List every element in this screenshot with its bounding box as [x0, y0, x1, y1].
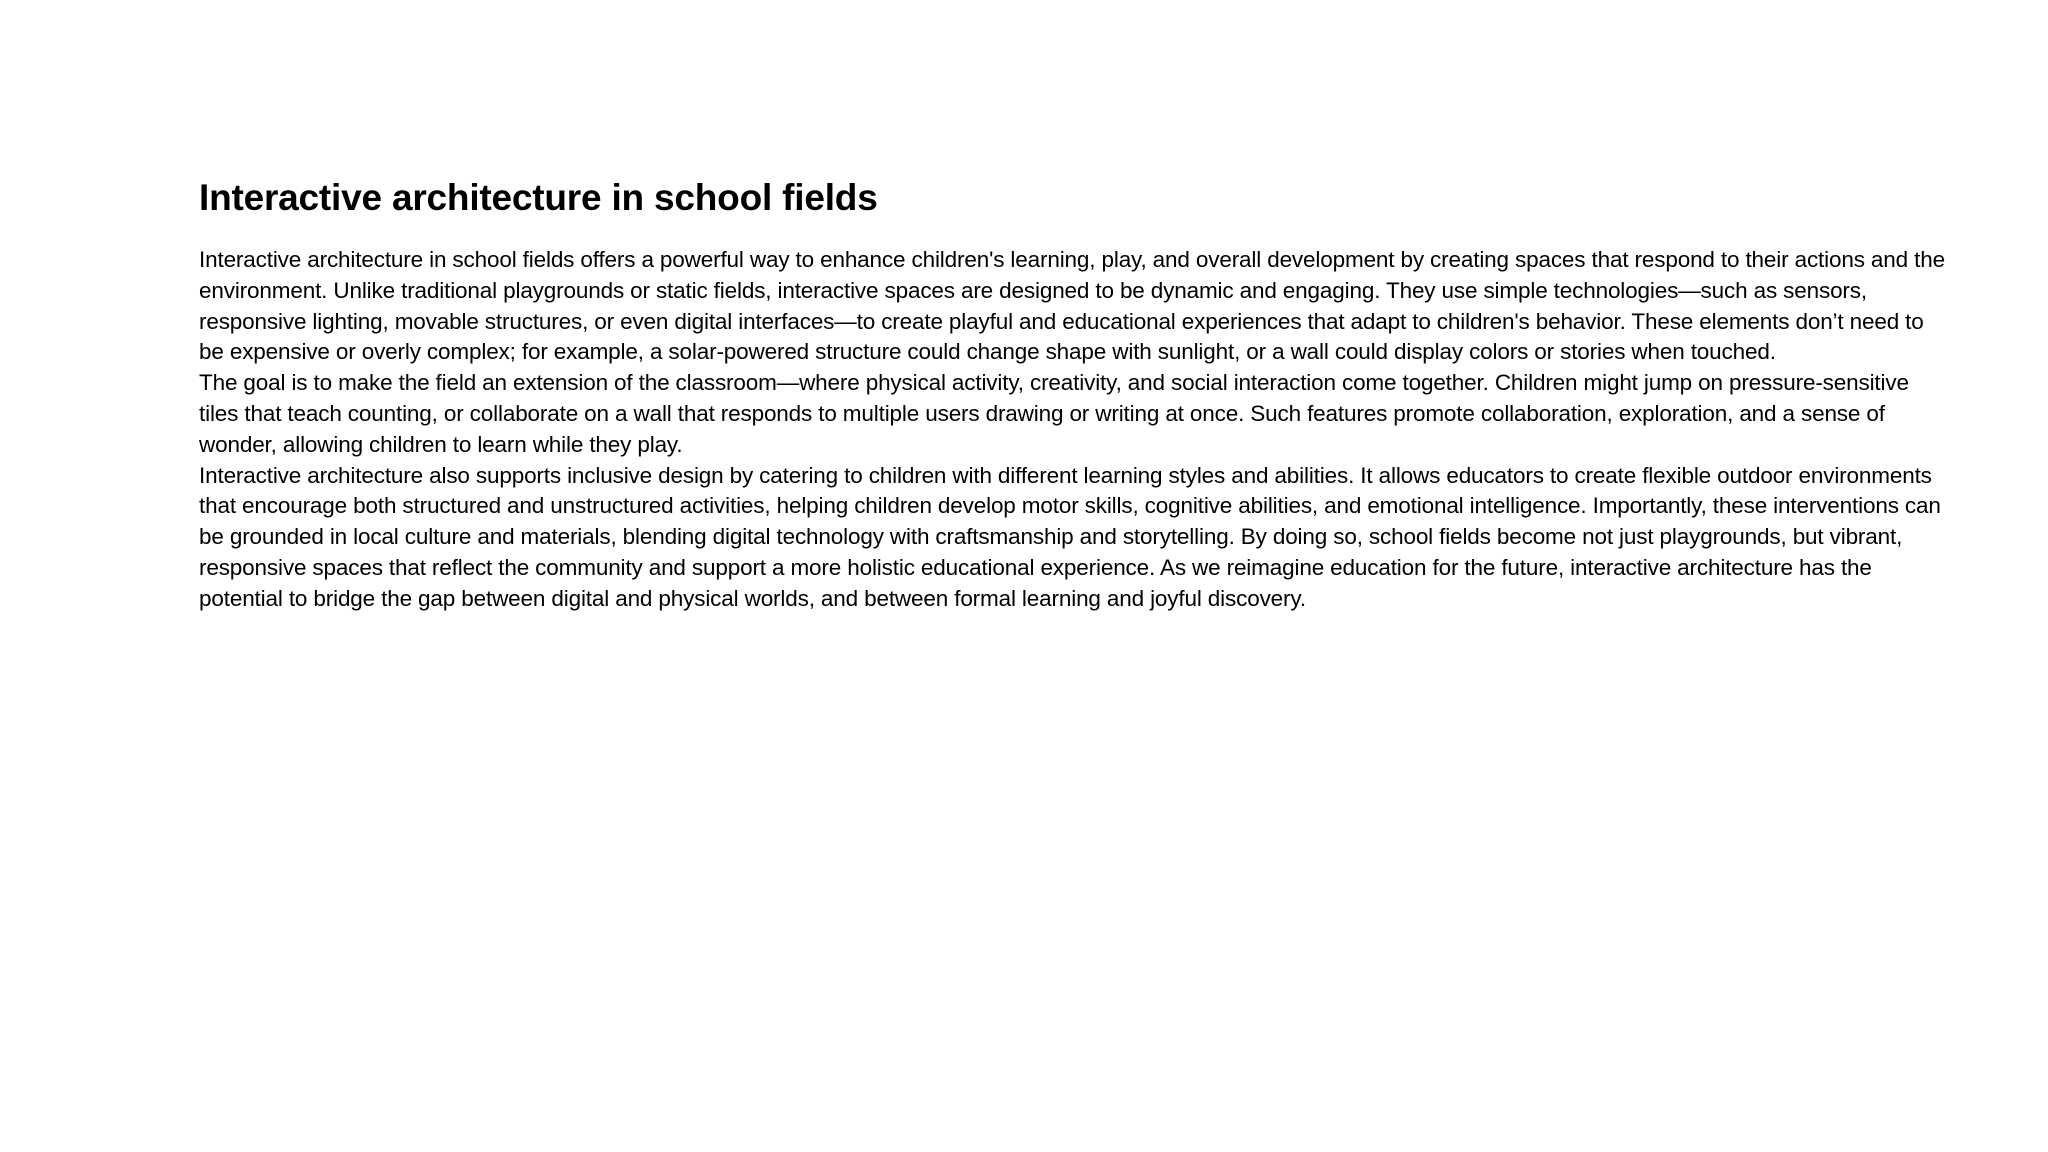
document-title: Interactive architecture in school fields	[199, 177, 878, 218]
paragraph-3: Interactive architecture also supports inclusive design by catering to children with different learning styles and abilities. It allows educators to create flexible outdoor environments that encourage both structured and unstructured activities, helping children develop motor skills, cognitive abilities, and emotional intelligence. Importantly, these interventions can be grounded in local culture and materials, blending digital technology with craftsmanship and storytelling. By doing so, school fields become not just playgrounds, but vibrant, responsive spaces that reflect the community and support a more holistic educational experience. As we reimagine education for the future, interactive architecture has the potential to bridge the gap between digital and physical worlds, and between formal learning and joyful discovery.	[199, 462, 1941, 611]
paragraph-2: The goal is to make the field an extension of the classroom—where physical activity, creativity, and social interaction come together. Children might jump on pressure-sensitive tiles that teach counting, or collaborate on a wall that responds to multiple users drawing or writing at once. Such features promote collaboration, exploration, and a sense of wonder, allowing children to learn while they play.	[199, 370, 1909, 457]
document-body	[199, 245, 1947, 615]
paragraph-1: Interactive architecture in school fields offers a powerful way to enhance children's learning, play, and overall development by creating spaces that respond to their actions and the environment. Unlike traditional playgrounds or static fields, interactive spaces are designed to be dynamic and engaging. They use simple technologies—such as sensors, responsive lighting, movable structures, or even digital interfaces—to create playful and educational experiences that adapt to children's behavior. These elements don’t need to be expensive or overly complex; for example, a solar-powered structure could change shape with sunlight, or a wall could display colors or stories when touched.	[199, 247, 1945, 365]
